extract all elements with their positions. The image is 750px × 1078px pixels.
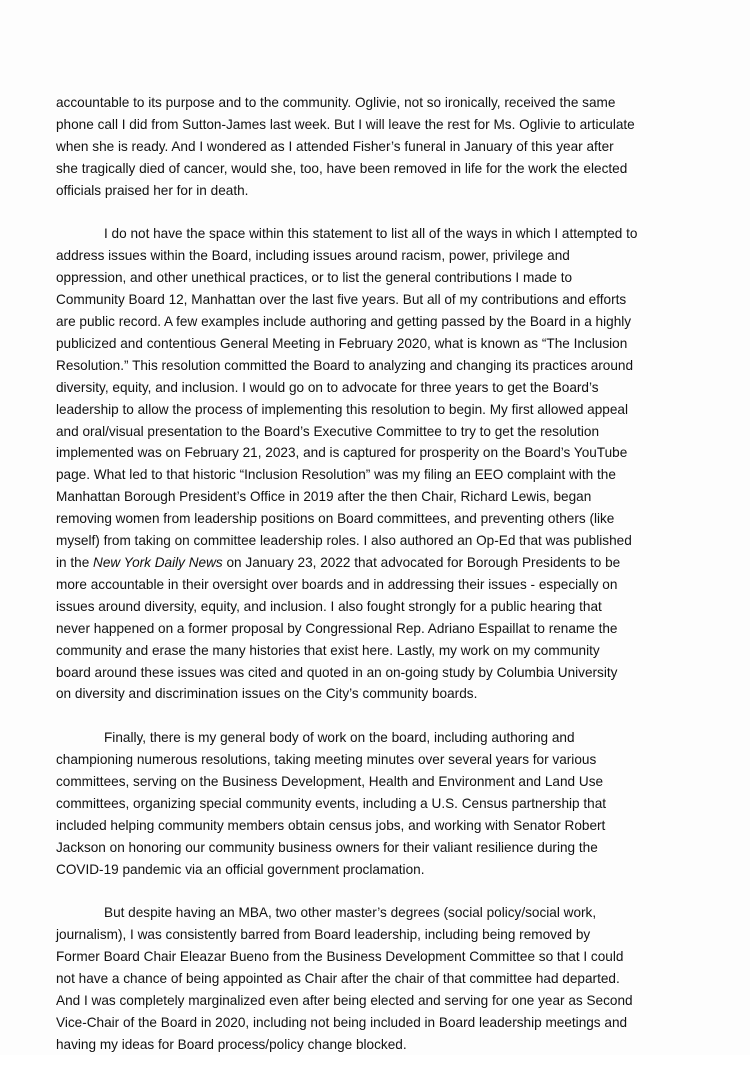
paragraph-1: accountable to its purpose and to the community. Oglivie, not so ironically, received the same phone call I did from Sutton-James last week. But I will leave the rest for Ms. Oglivie to articulate when she is ready. And I wondered as I attended Fisher’s funeral in January of this year after she tragically died of cancer, would she, too, have been removed in life for the work the elected officials praised her for in death. <box>56 95 635 198</box>
paragraph-2-text-start: I do not have the space within this statement to list all of the ways in which I attempted to address issues within the Board, including issues around racism, power, privilege and oppression, and other unethical practices, or to list the general contributions I made to Community Board 12, Manhattan over the last five years. But all of my contributions and efforts are public record. A few examples include authoring and getting passed by the Board in a highly publicized and contentious General Meeting in February 2020, what is known as “The Inclusion Resolution.” This resolution committed the Board to analyzing and changing its practices around diversity, equity, and inclusion. I would go on to advocate for three years to get the Board’s leadership to allow the process of implementing this resolution to begin. My first allowed appeal and oral/visual presentation to the Board’s Executive Committee to try to get the resolution implemented was on February 21, 2023, and is captured for prosperity on the Board’s YouTube page. What led to that historic “Inclusion Resolution” was my filing an EEO complaint with the Manhattan Borough President’s Office in 2019 after the then Chair, Richard Lewis, began removing women from leadership positions on Board committees, and preventing others (like myself) from taking on committee leadership roles. I also authored an Op-Ed that was published in the <box>56 226 638 571</box>
paragraph-4: But despite having an MBA, two other master’s degrees (social policy/social work, journalism), I was consistently barred from Board leadership, including being removed by Former Board Chair Eleazar Bueno from the Business Development Committee so that I could not have a chance of being appointed as Chair after the chair of that committee had departed. And I was completely marginalized even after being elected and serving for one year as Second Vice-Chair of the Board in 2020, including not being included in Board leadership meetings and having my ideas for Board process/policy change blocked. <box>56 905 633 1052</box>
paragraph-3: Finally, there is my general body of work on the board, including authoring and championing numerous resolutions, taking meeting minutes over several years for various committees, serving on the Business Development, Health and Environment and Land Use committees, organizing special community events, including a U.S. Census partnership that included helping community members obtain census jobs, and working with Senator Robert Jackson on honoring our community business owners for their valiant resilience during the COVID-19 pandemic via an official government proclamation. <box>56 730 607 877</box>
paragraph-2 <box>56 223 711 705</box>
publication-name: New York Daily News <box>93 555 223 571</box>
document-body <box>56 92 711 1078</box>
paragraph-2-text-end: on January 23, 2022 that advocated for Borough Presidents to be more accountable in their oversight over boards and in addressing their issues - especially on issues around diversity, equity, and inclusion. I also fought strongly for a public hearing that never happened on a former proposal by Congressional Rep. Adriano Espaillat to rename the community and erase the many histories that exist here. Lastly, my work on my community board around these issues was cited and quoted in an on-going study by Columbia University on diversity and discrimination issues on the City’s community boards. <box>56 555 621 702</box>
